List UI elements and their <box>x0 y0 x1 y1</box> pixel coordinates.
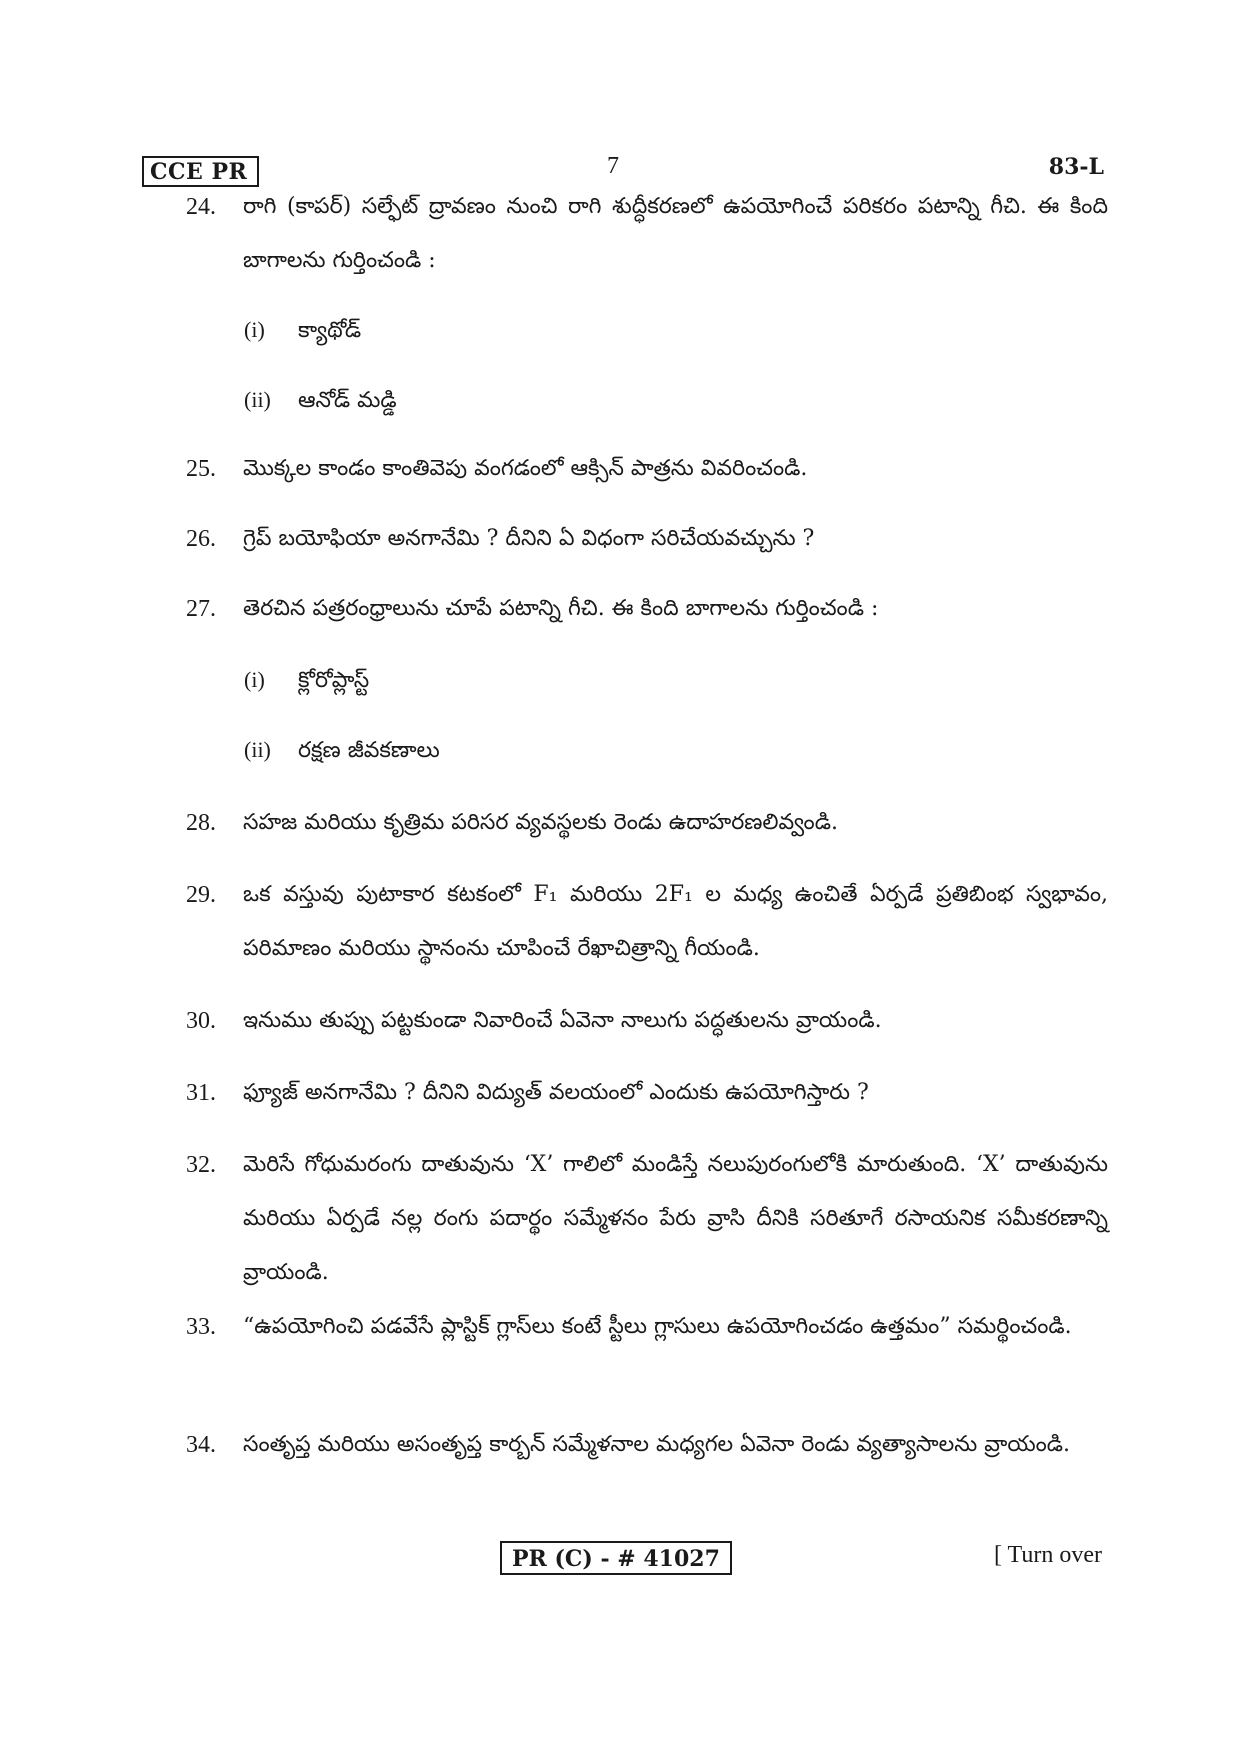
question-text: తెరచిన పత్రరంధ్రాలును చూపే పటాన్ని గీచి. ఈ కింది బాగాలను గుర్తించండి : <box>243 596 879 621</box>
question-text: గ్రెప్ బయోఫియా అనగానేమి ? దీనిని ఏ విధంగా సరిచేయవచ్చును ? <box>243 526 815 551</box>
subitem-label: (i) <box>244 667 265 692</box>
question-text: రాగి (కాపర్) సల్ఫేట్ ద్రావణం నుంచి రాగి శుద్ధీకరణలో ఉపయోగించే పరికరం పటాన్ని గీచి. ఈ కింది బాగాలను గుర్తించండి : <box>243 194 1108 273</box>
question-25 <box>186 442 1108 496</box>
question-text: ఇనుము తుప్పు పట్టకుండా నివారించే ఏవెనా నాలుగు పద్ధతులను వ్రాయండి. <box>243 1008 882 1033</box>
subitem-label: (ii) <box>244 387 271 412</box>
question-number: 29. <box>186 882 216 908</box>
question-number: 28. <box>186 810 216 836</box>
subitem-text: క్యాథోడ్ <box>298 318 362 343</box>
question-32 <box>186 1138 1108 1300</box>
question-30 <box>186 994 1108 1048</box>
question-24-subitem-ii <box>244 380 397 421</box>
question-24 <box>186 180 1108 288</box>
subitem-text: ఆనోడ్ మడ్డి <box>298 388 397 413</box>
question-number: 30. <box>186 1008 216 1034</box>
question-33 <box>186 1300 1108 1354</box>
question-text: సహజ మరియు కృత్రిమ పరిసర వ్యవస్థలకు రెండు ఉదాహరణలివ్వండి. <box>243 810 838 835</box>
subitem-label: (i) <box>244 317 265 342</box>
paper-code: 83-L <box>1048 154 1104 180</box>
question-text: మొక్కల కాండం కాంతివెపు వంగడంలో ఆక్సిన్ పాత్రను వివరించండి. <box>243 456 808 481</box>
question-28 <box>186 796 1108 850</box>
question-27 <box>186 582 1108 636</box>
question-number: 34. <box>186 1432 216 1458</box>
header-code-box: CCE PR <box>142 156 259 187</box>
question-number: 27. <box>186 596 216 622</box>
question-number: 33. <box>186 1314 216 1340</box>
question-27-subitem-i <box>244 660 369 701</box>
question-text: మెరిసే గోధుమరంగు దాతువును ‘X’ గాలిలో మండిస్తే నలుపురంగులోకి మారుతుంది. ‘X’ దాతువును మరియు ఏర్పడే నల్ల రంగు పదార్థం సమ్మేళనం పేరు వ్రాసి దీనికి సరితూగే రసాయనిక సమీకరణాన్ని వ్రాయండి. <box>243 1152 1108 1285</box>
subitem-text: క్లోరోప్లాస్ట్ <box>298 668 370 693</box>
question-34 <box>186 1418 1108 1472</box>
subitem-text: రక్షణ జీవకణాలు <box>298 738 440 763</box>
question-number: 31. <box>186 1080 216 1106</box>
question-31 <box>186 1066 1108 1120</box>
subitem-label: (ii) <box>244 737 271 762</box>
question-number: 25. <box>186 456 216 482</box>
question-text: ఫ్యూజ్ అనగానేమి ? దీనిని విద్యుత్ వలయంలో ఎందుకు ఉపయోగిస్తారు ? <box>243 1080 869 1105</box>
question-24-subitem-i <box>244 310 361 351</box>
question-26 <box>186 512 1108 566</box>
question-number: 26. <box>186 526 216 552</box>
turn-over-note: [ Turn over <box>993 1542 1102 1568</box>
question-text: “ఉపయోగించి పడవేసే ప్లాస్టిక్ గ్లాస్‌లు కంటే స్టీలు గ్లాసులు ఉపయోగించడం ఉత్తమం” సమర్థించండి. <box>243 1314 1072 1339</box>
page-number: 7 <box>607 153 619 179</box>
question-text: సంతృప్త మరియు అసంతృప్త కార్బన్ సమ్మేళనాల మధ్యగల ఏవెనా రెండు వ్యత్యాసాలను వ్రాయండి. <box>243 1432 1071 1457</box>
question-29 <box>186 868 1108 976</box>
question-number: 24. <box>186 194 216 220</box>
question-27-subitem-ii <box>244 730 440 771</box>
question-text: ఒక వస్తువు పుటాకార కటకంలో F₁ మరియు 2F₁ ల మధ్య ఉంచితే ఏర్పడే ప్రతిబింభ స్వభావం, పరిమాణం మరియు స్థానంను చూపించే రేఖాచిత్రాన్ని గీయండి. <box>243 882 1108 961</box>
footer-code-box: PR (C) - # 41027 <box>500 1541 732 1575</box>
question-number: 32. <box>186 1152 216 1178</box>
